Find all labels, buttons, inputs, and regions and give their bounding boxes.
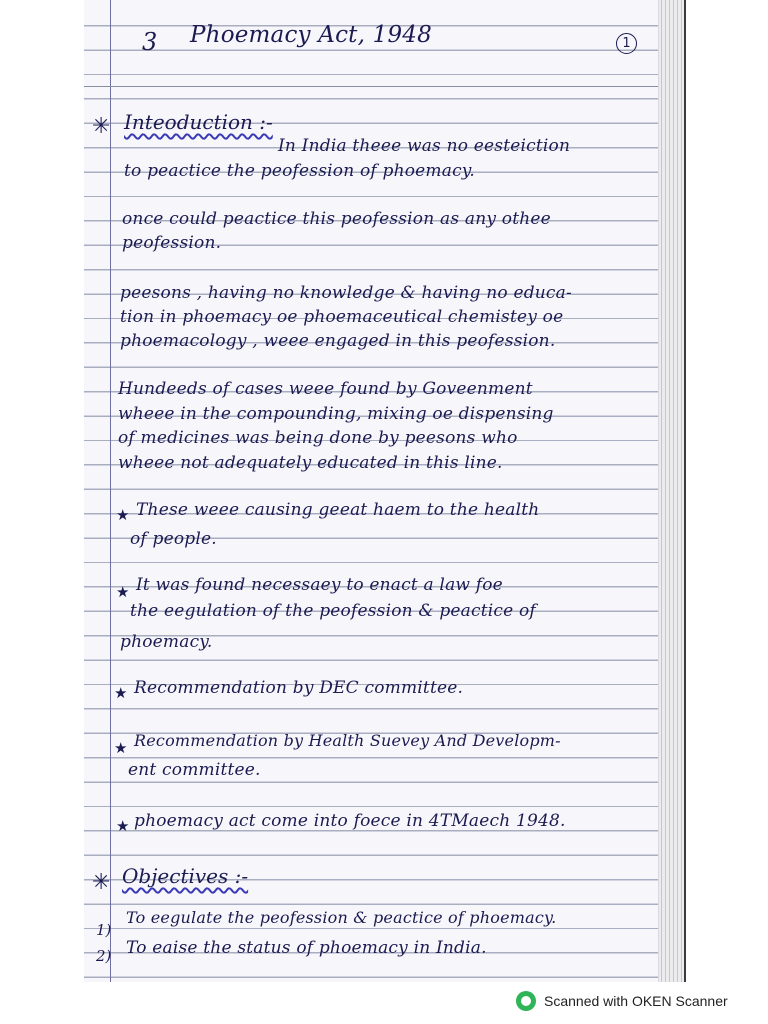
notebook-binding-edge bbox=[684, 0, 686, 982]
intro-line: Recommendation by Health Suevey And Developm- bbox=[134, 731, 561, 750]
star-bullet-icon: ★ bbox=[116, 817, 130, 835]
intro-line: Recommendation by DEC committee. bbox=[134, 678, 464, 698]
scanner-watermark bbox=[516, 990, 728, 1012]
margin-line bbox=[110, 0, 111, 982]
page-title: Phoemacy Act, 1948 bbox=[190, 22, 432, 48]
objective-item: To eaise the status of phoemacy in India. bbox=[126, 938, 487, 958]
intro-line: the eegulation of the peofession & peactice of bbox=[130, 601, 536, 621]
title-marker: 3 bbox=[142, 28, 158, 56]
header-rule bbox=[84, 86, 658, 87]
star-bullet-icon: ★ bbox=[116, 583, 130, 601]
asterisk-bullet-icon: ✳ bbox=[92, 870, 111, 895]
notebook-page-edges bbox=[658, 0, 684, 982]
intro-line: Hundeeds of cases weee found by Goveenment bbox=[118, 379, 533, 399]
objective-item: To eegulate the peofession & peactice of phoemacy. bbox=[126, 908, 557, 927]
intro-line: In India theee was no eesteiction bbox=[278, 136, 571, 156]
objectives-heading: Objectives :- bbox=[122, 864, 249, 888]
intro-line: of people. bbox=[130, 529, 217, 549]
page-number-circle: 1 bbox=[616, 33, 637, 54]
objective-number: 2) bbox=[96, 947, 112, 965]
intro-line: phoemacology , weee engaged in this peofession. bbox=[120, 331, 556, 351]
scanner-label: Scanned with OKEN Scanner bbox=[544, 993, 728, 1009]
star-bullet-icon: ★ bbox=[116, 506, 130, 524]
objective-number: 1) bbox=[96, 921, 112, 939]
asterisk-bullet-icon: ✳ bbox=[92, 114, 111, 139]
intro-line: of medicines was being done by peesons who bbox=[118, 428, 518, 448]
intro-line: wheee not adequately educated in this line. bbox=[118, 453, 503, 473]
intro-line: phoemacy. bbox=[120, 632, 213, 652]
star-bullet-icon: ★ bbox=[114, 684, 128, 702]
intro-line: tion in phoemacy oe phoemaceutical chemistey oe bbox=[120, 307, 564, 327]
star-bullet-icon: ★ bbox=[114, 739, 128, 757]
intro-line: phoemacy act come into foece in 4TMaech 1948. bbox=[134, 811, 566, 831]
intro-line: peofession. bbox=[122, 233, 222, 253]
intro-line: These weee causing geeat haem to the health bbox=[136, 500, 540, 520]
intro-line: wheee in the compounding, mixing oe dispensing bbox=[118, 404, 554, 424]
oken-scanner-logo-icon bbox=[516, 991, 536, 1011]
intro-line: It was found necessaey to enact a law foe bbox=[136, 575, 503, 595]
intro-line: ent committee. bbox=[128, 760, 261, 780]
intro-line: to peactice the peofession of phoemacy. bbox=[124, 161, 475, 181]
intro-line: once could peactice this peofession as any othee bbox=[122, 209, 551, 229]
intro-line: peesons , having no knowledge & having no educa- bbox=[120, 283, 572, 303]
introduction-heading: Inteoduction :- bbox=[124, 110, 273, 134]
